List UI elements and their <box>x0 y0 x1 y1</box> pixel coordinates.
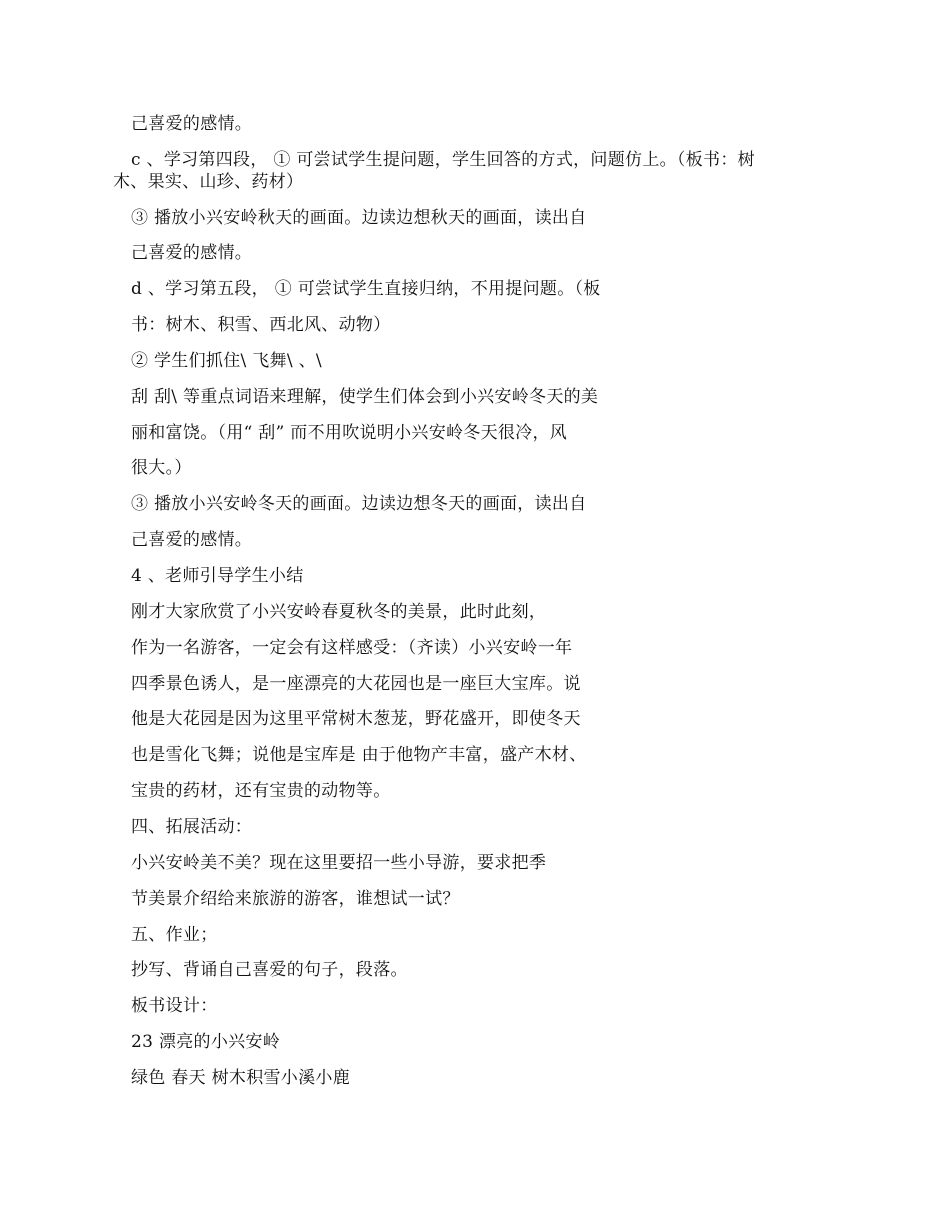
text-line: 己喜爱的感情。 <box>131 114 253 134</box>
section-heading: 五、作业； <box>131 925 218 945</box>
text-line: ③ 播放小兴安岭冬天的画面。边读边想冬天的画面，读出自 <box>131 494 587 514</box>
text-line: 宝贵的药材，还有宝贵的动物等。 <box>131 781 391 801</box>
text-line: 4 、老师引导学生小结 <box>131 566 304 586</box>
text-line: 刚才大家欣赏了小兴安岭春夏秋冬的美景，此时此刻， <box>131 602 547 622</box>
text-line: 节美景介绍给来旅游的游客，谁想试一试？ <box>131 889 460 909</box>
text-line: 丽和富饶。（用“ 刮” 而不用吹说明小兴安岭冬天很冷，风 <box>131 423 568 443</box>
text-line: 很大。） <box>131 458 192 478</box>
text-line: ③ 播放小兴安岭秋天的画面。边读边想秋天的画面，读出自 <box>131 208 587 228</box>
text-line: 刮 刮\ 等重点词语来理解，使学生们体会到小兴安岭冬天的美 <box>131 387 599 407</box>
text-line: 绿色 春天 树木积雪小溪小鹿 <box>131 1068 351 1088</box>
text-line: 己喜爱的感情。 <box>131 530 253 550</box>
text-line: 书：树木、积雪、西北风、动物） <box>131 315 391 335</box>
section-heading: 板书设计： <box>131 996 218 1016</box>
text-line: 抄写、背诵自己喜爱的句子，段落。 <box>131 960 408 980</box>
text-line: c 、学习第四段， ① 可尝试学生提问题，学生回答的方式，问题仿上。（板书：树 <box>131 150 755 170</box>
section-heading: 四、拓展活动： <box>131 817 253 837</box>
text-line: 小兴安岭美不美？现在这里要招一些小导游，要求把季 <box>131 853 547 873</box>
text-line: 己喜爱的感情。 <box>131 243 253 263</box>
text-line: 作为一名游客，一定会有这样感受：（齐读）小兴安岭一年 <box>131 638 573 658</box>
text-line: 他是大花园是因为这里平常树木葱茏，野花盛开，即使冬天 <box>131 709 581 729</box>
text-line: 木、果实、山珍、药材） <box>113 172 304 192</box>
text-line: ② 学生们抓住\ 飞舞\ 、\ <box>131 351 322 371</box>
text-line: 四季景色诱人，是一座漂亮的大花园也是一座巨大宝库。说 <box>131 674 581 694</box>
text-line: d 、学习第五段， ① 可尝试学生直接归纳，不用提问题。（板 <box>131 279 601 299</box>
text-line: 23 漂亮的小兴安岭 <box>131 1032 281 1052</box>
text-line: 也是雪化飞舞；说他是宝库是 由于他物产丰富，盛产木材、 <box>131 745 587 765</box>
